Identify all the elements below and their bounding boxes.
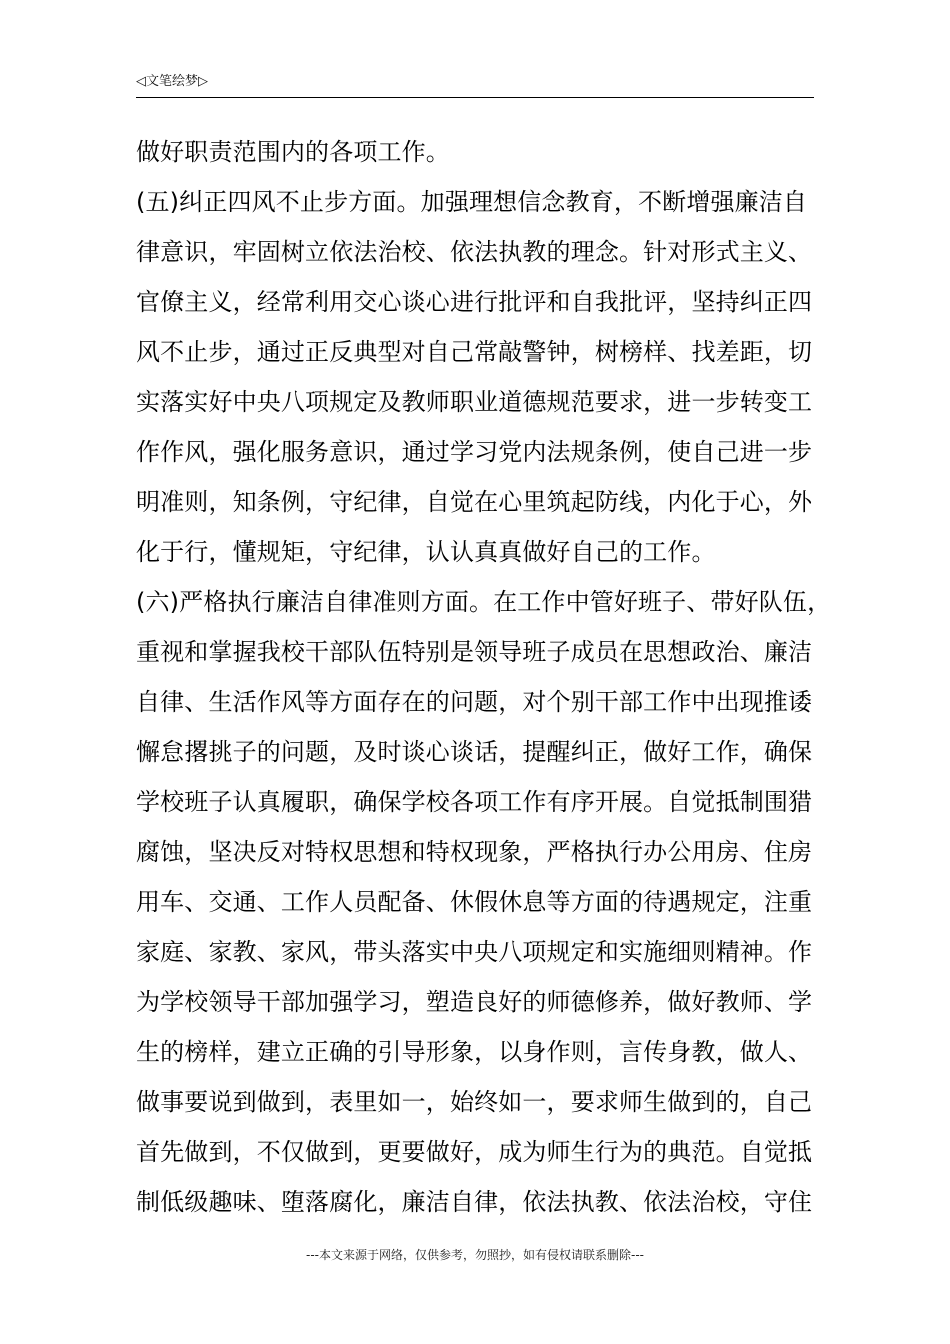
text-line: 官僚主义，经常利用交心谈心进行批评和自我批评，坚持纠正四 bbox=[136, 288, 813, 316]
text-line: 懈怠撂挑子的问题，及时谈心谈话，提醒纠正，做好工作，确保 bbox=[136, 738, 813, 766]
text-line: 风不止步，通过正反典型对自己常敲警钟，树榜样、找差距，切 bbox=[136, 338, 813, 366]
page-footer: ---本文来源于网络，仅供参考，勿照抄，如有侵权请联系删除--- bbox=[306, 1248, 644, 1262]
text-line: (五)纠正四风不止步方面。加强理想信念教育，不断增强廉洁自 bbox=[136, 188, 808, 216]
text-line: 腐蚀，坚决反对特权思想和特权现象，严格执行办公用房、住房 bbox=[136, 838, 813, 866]
text-line: 做好职责范围内的各项工作。 bbox=[136, 138, 450, 166]
page-header: ◁文笔绘梦▷ bbox=[136, 74, 208, 89]
text-line: 重视和掌握我校干部队伍特别是领导班子成员在思想政治、廉洁 bbox=[136, 638, 813, 666]
text-line: 化于行，懂规矩，守纪律，认认真真做好自己的工作。 bbox=[136, 538, 716, 566]
text-line: 自律、生活作风等方面存在的问题，对个别干部工作中出现推诿 bbox=[136, 688, 813, 716]
text-line: 做事要说到做到，表里如一，始终如一，要求师生做到的，自己 bbox=[136, 1088, 813, 1116]
text-line: 生的榜样，建立正确的引导形象，以身作则，言传身教，做人、 bbox=[136, 1038, 813, 1066]
text-line: 用车、交通、工作人员配备、休假休息等方面的待遇规定，注重 bbox=[136, 888, 813, 916]
text-line: 为学校领导干部加强学习，塑造良好的师德修养，做好教师、学 bbox=[136, 988, 813, 1016]
text-line: 制低级趣味、堕落腐化，廉洁自律，依法执教、依法治校，守住 bbox=[136, 1188, 813, 1216]
header-divider bbox=[136, 97, 814, 98]
document-body bbox=[136, 127, 836, 1227]
text-line: 实落实好中央八项规定及教师职业道德规范要求，进一步转变工 bbox=[136, 388, 813, 416]
text-line: 律意识，牢固树立依法治校、依法执教的理念。针对形式主义、 bbox=[136, 238, 813, 266]
text-line: (六)严格执行廉洁自律准则方面。在工作中管好班子、带好队伍， bbox=[136, 588, 832, 616]
text-line: 明准则，知条例，守纪律，自觉在心里筑起防线，内化于心，外 bbox=[136, 488, 813, 516]
text-line: 作作风，强化服务意识，通过学习党内法规条例，使自己进一步 bbox=[136, 438, 813, 466]
text-line: 首先做到，不仅做到，更要做好，成为师生行为的典范。自觉抵 bbox=[136, 1138, 813, 1166]
text-line: 学校班子认真履职，确保学校各项工作有序开展。自觉抵制围猎 bbox=[136, 788, 813, 816]
text-line: 家庭、家教、家风，带头落实中央八项规定和实施细则精神。作 bbox=[136, 938, 813, 966]
